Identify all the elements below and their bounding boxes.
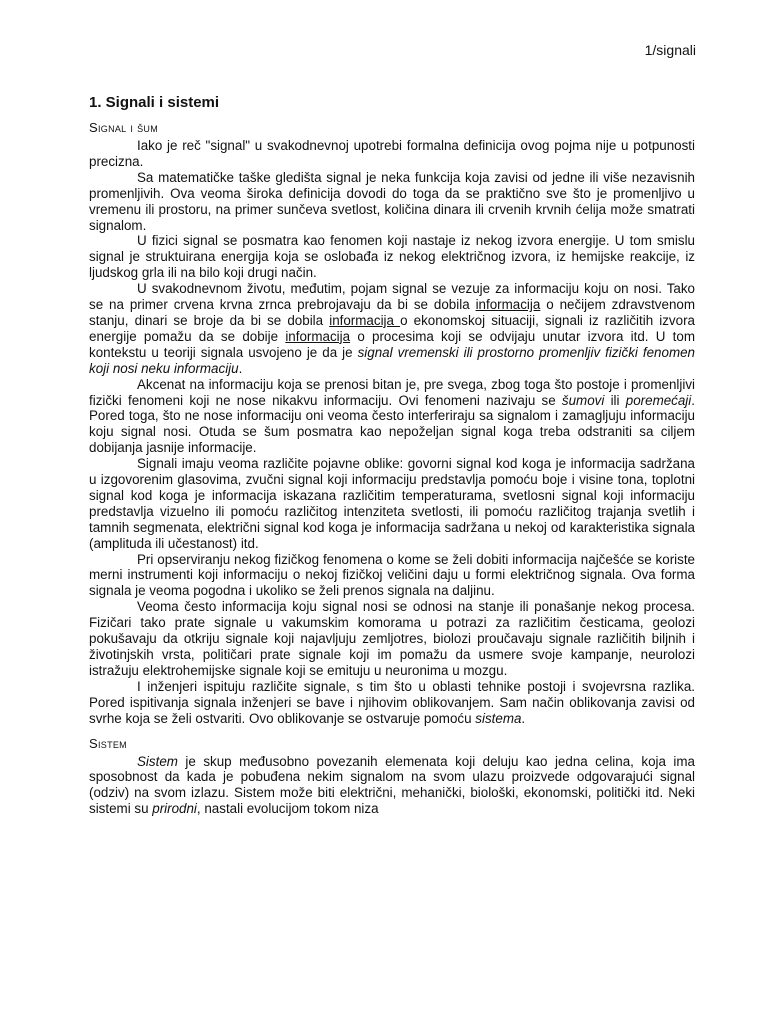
underlined-term: informacija: [475, 297, 541, 313]
text-run: I inženjeri ispituju različite signale, s tim što u oblasti tehnike postoji i svojevrsna razlika. Pored ispitivanja signala inženjeri se bave i njihovim oblikovanjem. Sam način oblikovanja zavisi od svrhe koja se želi ostvariti. Ovo oblikovanje se ostvaruje pomoću: [89, 678, 695, 726]
text-run: . Pored toga, što ne nose informaciju oni veoma često interferiraju sa signalom i zamagljuju informaciju koju signal nosi. Otuda se šum posmatra kao nepoželjan signal koga treba odstraniti sa ciljem dobijanja jasnije informacije.: [89, 392, 695, 456]
text-run: .: [521, 710, 526, 726]
italic-term: sistema: [475, 710, 522, 726]
paragraph-8: Veoma često informacija koju signal nosi se odnosi na stanje ili ponašanje nekog procesa. Fizičari tako prate signale u vakumskim komorama u potrazi za različitim česticama, geolozi pokušavaju da otkriju signale koji najavljuju zemljotres, biolozi proučavaju signale različitih biljnih i životinjskih vrsta, političari prate signale koji im pomažu da usmere svoje kampanje, neurolozi istražuju elektrohemijske signale koji se emituju u neuronima u mozgu.: [89, 599, 695, 678]
paragraph-3: U fizici signal se posmatra kao fenomen koji nastaje iz nekog izvora energije. U tom smislu signal je struktuirana energija koja se oslobađa iz nekog električnog izvora, iz hemijske reakcije, iz ljudskog grla ili na bilo koji drugi način.: [89, 233, 695, 281]
italic-term: šumovi: [561, 392, 605, 408]
text-run: je skup međusobno povezanih elemenata koji deluju kao jedna celina, koja ima sposobnost da kada je pobuđena nekim signalom na svom ulazu proizvede odgovarajući signal (odziv) na svom izlazu. Sistem može biti električni, mehanički, biološki, ekonomski, politički itd. Neki sistemi su: [89, 753, 695, 817]
subsection-heading-sistem: Sistem: [89, 735, 127, 751]
paragraph-7: Pri opserviranju nekog fizičkog fenomena o kome se želi dobiti informacija najčešće se koriste merni instrumenti koji informaciju o nekoj fizičkoj veličini daju u formi električnog signala. Ova forma signala je veoma pogodna i ukoliko se želi prenos signala na daljinu.: [89, 551, 695, 599]
italic-definition: signal vremenski ili prostorno promenljiv fizički fenomen koji nosi neku informaciju: [89, 344, 695, 376]
text-run: Akcenat na informaciju koja se prenosi bitan je, pre svega, zbog toga što postoje i promenljivi fizički fenomeni koji ne nose nikakvu informaciju. Ovi fenomeni nazivaju se: [89, 376, 695, 408]
text-run: o nečijem zdravstvenom stanju, dinari se broje da bi se dobila: [89, 297, 695, 328]
text-run: o ekonomskoj situaciji, signali iz različitih izvora energije pomažu da se dobije: [89, 312, 695, 344]
paragraph-4: [89, 281, 695, 376]
paragraph-9: [89, 679, 695, 727]
underlined-term: informacija: [329, 312, 401, 328]
italic-term: prirodni: [152, 801, 197, 817]
paragraph-1: Iako je reč "signal" u svakodnevnoj upotrebi formalna definicija ovog pojma nije u potpunosti precizna.: [89, 138, 695, 169]
italic-term: poremećaji: [625, 392, 692, 408]
section-title: 1. Signali i sistemi: [89, 94, 220, 111]
text-run: o procesima koji se odvijaju unutar izvora itd. U tom kontekstu u teoriji signala usvojeno je da je: [89, 328, 695, 360]
italic-term: Sistem: [137, 753, 178, 769]
text-run: U svakodnevnom životu, međutim, pojam signal se vezuje za informaciju koju on nosi. Tako se na primer crvena krvna zrnca prebrojavaju da bi se dobila: [89, 281, 695, 313]
underlined-term: informacija: [285, 328, 351, 344]
subsection-heading-signal-i-sum: Signal i šum: [89, 120, 159, 135]
text-run: , nastali evolucijom tokom niza: [196, 801, 379, 817]
paragraph-5: [89, 377, 695, 457]
paragraph-10: [89, 754, 695, 818]
text-run: ili: [604, 392, 626, 408]
text-run: .: [238, 360, 243, 376]
paragraph-6: Signali imaju veoma različite pojavne oblike: govorni signal kod koga je informacija sadržana u izgovorenim glasovima, zvučni signal koji informaciju predstavlja pomoću boje i visine tona, toplotni signal kod koga je informacija iskazana različitim temperaturama, svetlosni signal koji informaciju predstavlja vizuelno ili pomoću različitog intenziteta svetlosti, ili pomoću različitog trajanja svetlih i tamnih segmenata, električni signal kod koga je informacija sadržana u nekoj od karakteristika signala (amplituda ili učestanost) itd.: [89, 456, 695, 551]
page-header-label: 1/signali: [644, 42, 696, 58]
paragraph-2: Sa matematičke taške gledišta signal je neka funkcija koja zavisi od jedne ili više nezavisnih promenljivih. Ova veoma široka definicija dovodi do toga da se praktično sve što je promenljivo u vremenu ili prostoru, na primer sunčeva svetlost, količina dinara ili crvenih krvnih ćelija može smatrati signalom.: [89, 169, 695, 233]
document-body: [89, 93, 695, 817]
